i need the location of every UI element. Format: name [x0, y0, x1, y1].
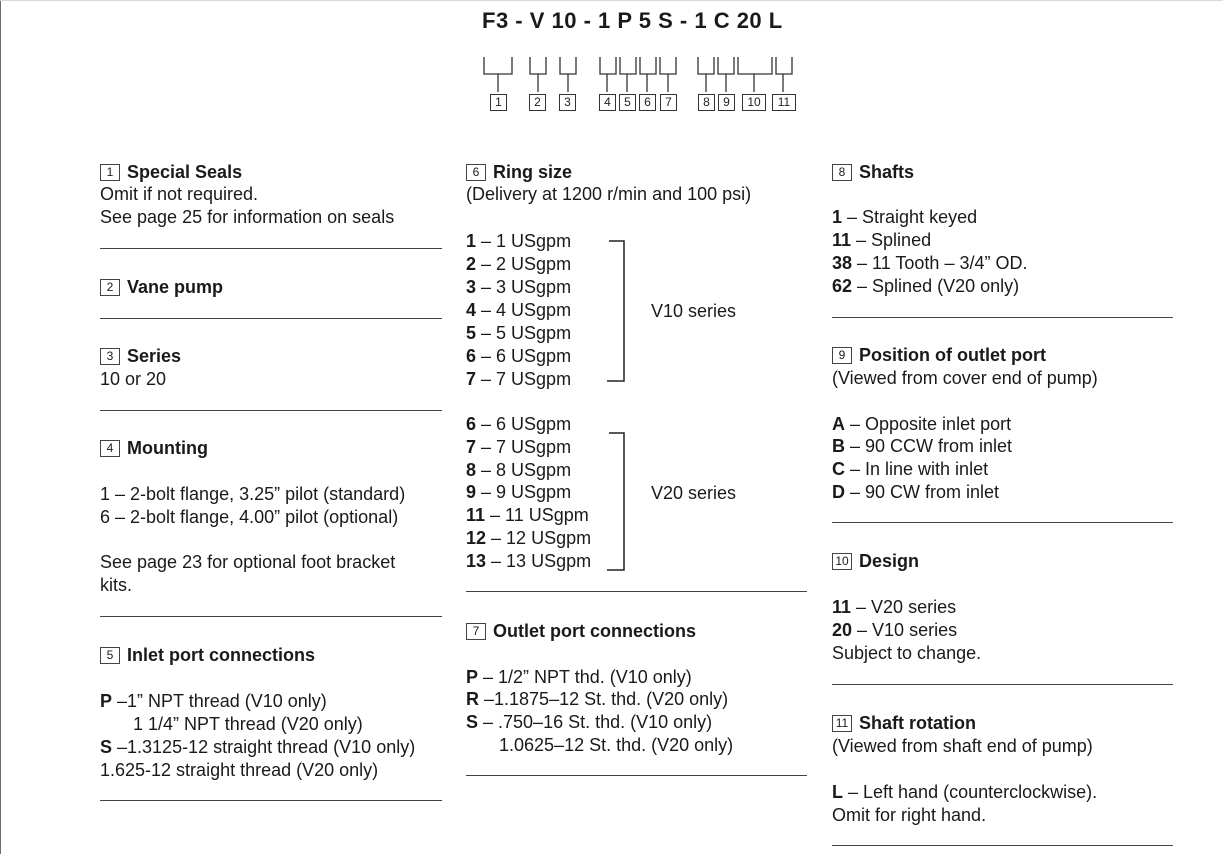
option-item: A – Opposite inlet port — [832, 414, 1012, 434]
section-number: 9 — [832, 347, 852, 364]
option-item: L – Left hand (counterclockwise). — [832, 782, 1098, 802]
divider — [832, 845, 1173, 846]
option-item: 20 – V10 series — [832, 620, 958, 640]
option-item: 38 – 11 Tooth – 3/4” OD. — [832, 253, 1028, 273]
section-number: 4 — [100, 440, 120, 457]
bracket-v20 — [607, 433, 624, 570]
digit-box-9: 9 — [718, 94, 735, 111]
section-heading: 4 Mounting — [100, 438, 208, 459]
option-item: 7 – 7 USgpm — [466, 369, 572, 389]
option-item: P –1” NPT thread (V10 only) — [100, 691, 327, 711]
divider — [832, 684, 1173, 685]
option-item: 13 – 13 USgpm — [466, 551, 592, 571]
option-item: 1 – 1 USgpm — [466, 231, 572, 251]
option-item: S –1.3125-12 straight thread (V10 only) — [100, 737, 416, 757]
digit-box-7: 7 — [660, 94, 677, 111]
section-text: 6 – 2-bolt flange, 4.00” pilot (optional) — [100, 507, 399, 527]
option-item: B – 90 CCW from inlet — [832, 436, 1013, 456]
divider — [466, 775, 807, 776]
section-number: 1 — [100, 164, 120, 181]
option-item: 7 – 7 USgpm — [466, 437, 572, 457]
option-item: D – 90 CW from inlet — [832, 482, 1000, 502]
option-item: 11 – Splined — [832, 230, 932, 250]
section-heading: 5 Inlet port connections — [100, 645, 315, 666]
section-subtitle: (Delivery at 1200 r/min and 100 psi) — [466, 184, 752, 204]
option-item: 1 1/4” NPT thread (V20 only) — [133, 714, 363, 734]
section-text: kits. — [100, 575, 133, 595]
digit-box-6: 6 — [639, 94, 656, 111]
option-item: 1.0625–12 St. thd. (V20 only) — [499, 735, 734, 755]
digit-box-11: 11 — [772, 94, 796, 111]
section-text: 1 – 2-bolt flange, 3.25” pilot (standard) — [100, 484, 406, 504]
digit-box-1: 1 — [490, 94, 507, 111]
section-text: Omit if not required. — [100, 184, 259, 204]
option-item: S – .750–16 St. thd. (V10 only) — [466, 712, 713, 732]
option-item: 11 – V20 series — [832, 597, 957, 617]
option-item: P – 1/2” NPT thd. (V10 only) — [466, 667, 692, 687]
section-text: See page 25 for information on seals — [100, 207, 395, 227]
section-note: Omit for right hand. — [832, 805, 987, 825]
section-text: 10 or 20 — [100, 369, 167, 389]
section-heading: 8 Shafts — [832, 162, 914, 183]
section-heading: 10 Design — [832, 551, 919, 572]
section-note: Subject to change. — [832, 643, 982, 663]
section-heading: 2 Vane pump — [100, 277, 223, 298]
section-heading: 9 Position of outlet port — [832, 345, 1046, 366]
option-item: C – In line with inlet — [832, 459, 989, 479]
digit-box-10: 10 — [742, 94, 766, 111]
section-heading: 1 Special Seals — [100, 162, 242, 183]
divider — [832, 522, 1173, 523]
series-label-v20: V20 series — [651, 483, 737, 503]
model-code: F3 - V 10 - 1 P 5 S - 1 C 20 L — [482, 8, 783, 33]
digit-box-4: 4 — [599, 94, 616, 111]
section-number: 6 — [466, 164, 486, 181]
option-item: 2 – 2 USgpm — [466, 254, 572, 274]
option-item: 5 – 5 USgpm — [466, 323, 572, 343]
option-item: 11 – 11 USgpm — [466, 505, 589, 525]
option-item: 62 – Splined (V20 only) — [832, 276, 1020, 296]
section-number: 11 — [832, 715, 852, 732]
option-item: 6 – 6 USgpm — [466, 414, 572, 434]
digit-box-3: 3 — [559, 94, 576, 111]
divider — [832, 317, 1173, 318]
digit-box-8: 8 — [698, 94, 715, 111]
section-number: 10 — [832, 553, 852, 570]
section-number: 2 — [100, 279, 120, 296]
section-heading: 7 Outlet port connections — [466, 621, 696, 642]
option-item: R –1.1875–12 St. thd. (V20 only) — [466, 689, 729, 709]
section-heading: 6 Ring size — [466, 162, 572, 183]
section-number: 3 — [100, 348, 120, 365]
digit-box-5: 5 — [619, 94, 636, 111]
option-item: 3 – 3 USgpm — [466, 277, 572, 297]
section-subtitle: (Viewed from cover end of pump) — [832, 368, 1098, 388]
section-heading: 3 Series — [100, 346, 181, 367]
bracket-v10 — [607, 241, 624, 381]
section-subtitle: (Viewed from shaft end of pump) — [832, 736, 1093, 756]
option-item: 9 – 9 USgpm — [466, 482, 572, 502]
section-number: 7 — [466, 623, 486, 640]
divider — [466, 591, 807, 592]
digit-box-2: 2 — [529, 94, 546, 111]
series-label-v10: V10 series — [651, 301, 737, 321]
option-item: 6 – 6 USgpm — [466, 346, 572, 366]
section-text: See page 23 for optional foot bracket — [100, 552, 396, 572]
option-item: 8 – 8 USgpm — [466, 460, 572, 480]
section-number: 5 — [100, 647, 120, 664]
option-item: 12 – 12 USgpm — [466, 528, 592, 548]
option-item: 1 – Straight keyed — [832, 207, 978, 227]
section-heading: 11 Shaft rotation — [832, 713, 976, 734]
option-item: 4 – 4 USgpm — [466, 300, 572, 320]
option-item: 1.625-12 straight thread (V20 only) — [100, 760, 379, 780]
section-number: 8 — [832, 164, 852, 181]
